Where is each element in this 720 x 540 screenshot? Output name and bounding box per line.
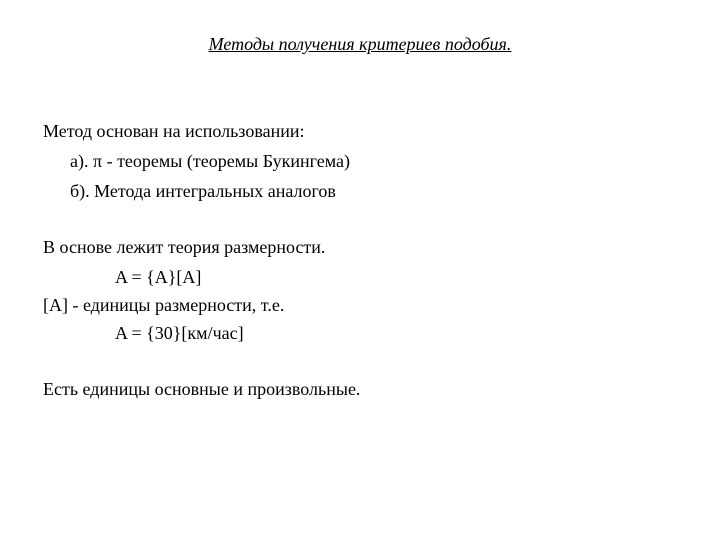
units-definition-text: [A] - единицы размерности, т.е.: [43, 295, 285, 315]
dimension-theory-text: В основе лежит теория размерности.: [43, 237, 326, 257]
list-item-b: б). Метода интегральных аналогов: [70, 181, 336, 201]
formula-example: A = {30}[км/час]: [115, 323, 244, 343]
units-types-text: Есть единицы основные и произвольные.: [43, 379, 361, 399]
list-item-a: а). π - теоремы (теоремы Букингема): [70, 151, 351, 171]
method-intro-text: Метод основан на использовании:: [43, 121, 305, 141]
slide-title: Методы получения критериев подобия.: [208, 34, 512, 54]
formula-general: A = {A}[A]: [115, 267, 202, 287]
